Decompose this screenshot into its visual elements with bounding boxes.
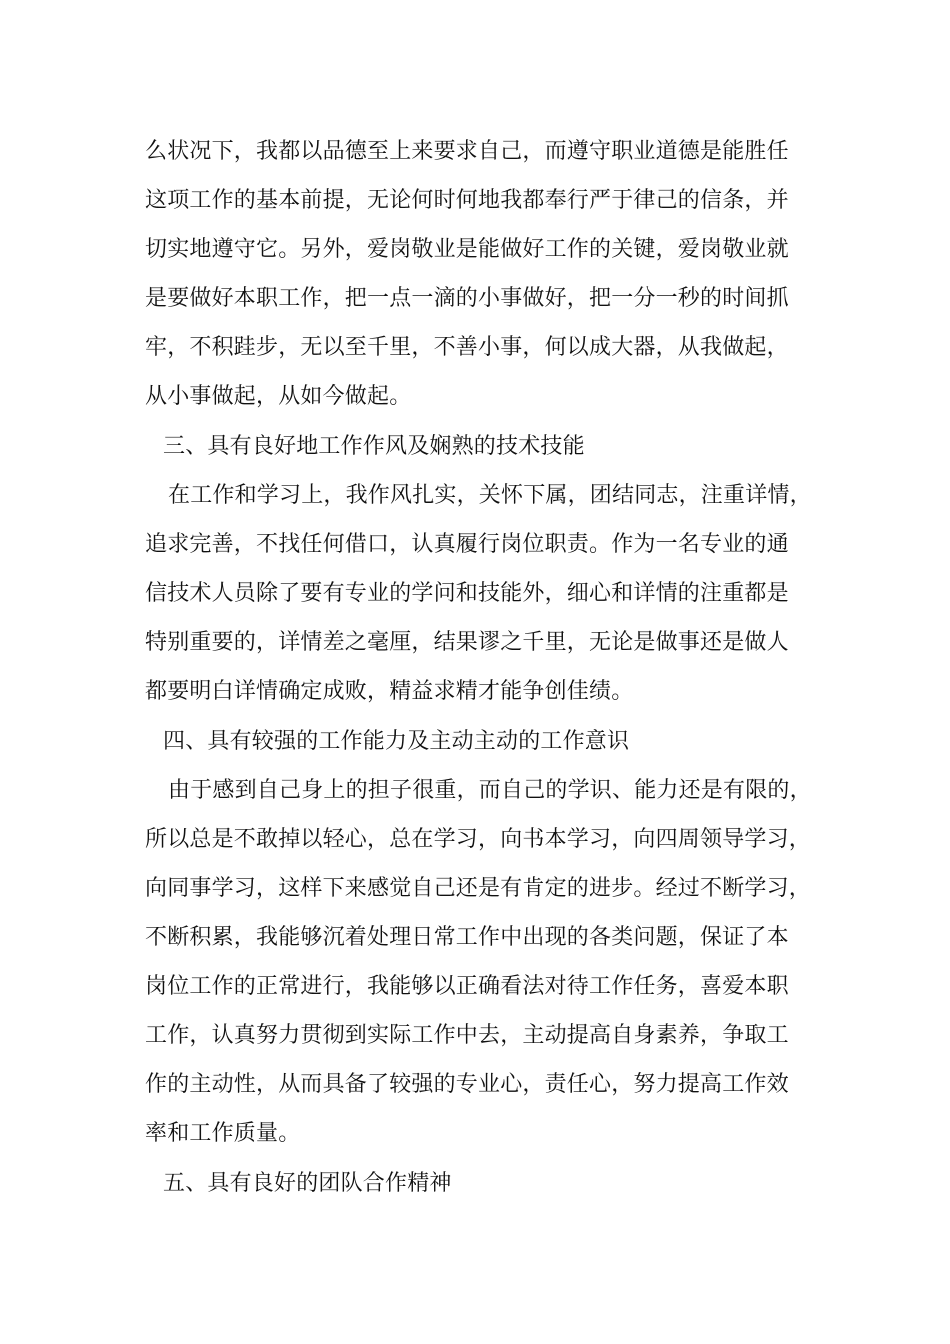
paragraph-line: 工作，认真努力贯彻到实际工作中去，主动提高自身素养，争取工 [145,1023,789,1048]
paragraph-line: 这项工作的基本前提，无论何时何地我都奉行严于律己的信条，并 [145,188,789,213]
paragraph-line: 切实地遵守它。另外，爱岗敬业是能做好工作的关键，爱岗敬业就 [145,237,789,262]
paragraph-line: 么状况下，我都以品德至上来要求自己，而遵守职业道德是能胜任 [145,139,789,164]
paragraph-line: 向同事学习，这样下来感觉自己还是有肯定的进步。经过不断学习， [145,876,812,901]
paragraph-line: 不断积累，我能够沉着处理日常工作中出现的各类问题，保证了本 [145,925,789,950]
paragraph-line: 在工作和学习上，我作风扎实，关怀下属，团结同志，注重详情， [168,483,812,508]
paragraph-line: 岗位工作的正常进行，我能够以正确看法对待工作任务，喜爱本职 [145,974,789,999]
section-heading: 三、具有良好地工作作风及娴熟的技术技能 [163,434,585,459]
paragraph-line: 都要明白详情确定成败，精益求精才能争创佳绩。 [145,679,634,704]
paragraph-line: 率和工作质量。 [145,1121,301,1146]
paragraph-line: 作的主动性，从而具备了较强的专业心，责任心，努力提高工作效 [145,1072,789,1097]
paragraph-line: 从小事做起，从如今做起。 [145,384,412,409]
paragraph-line: 由于感到自己身上的担子很重，而自己的学识、能力还是有限的， [168,778,812,803]
paragraph-line: 是要做好本职工作，把一点一滴的小事做好，把一分一秒的时间抓 [145,286,789,311]
section-heading: 五、具有良好的团队合作精神 [163,1171,452,1196]
paragraph-line: 信技术人员除了要有专业的学问和技能外，细心和详情的注重都是 [145,581,789,606]
paragraph-line: 追求完善，不找任何借口，认真履行岗位职责。作为一名专业的通 [145,532,789,557]
paragraph-line: 特别重要的，详情差之毫厘，结果谬之千里，无论是做事还是做人 [145,630,789,655]
paragraph-line: 牢，不积跬步，无以至千里，不善小事，何以成大器，从我做起， [145,335,789,360]
paragraph-line: 所以总是不敢掉以轻心，总在学习，向书本学习，向四周领导学习， [145,827,812,852]
section-heading: 四、具有较强的工作能力及主动主动的工作意识 [163,729,630,754]
